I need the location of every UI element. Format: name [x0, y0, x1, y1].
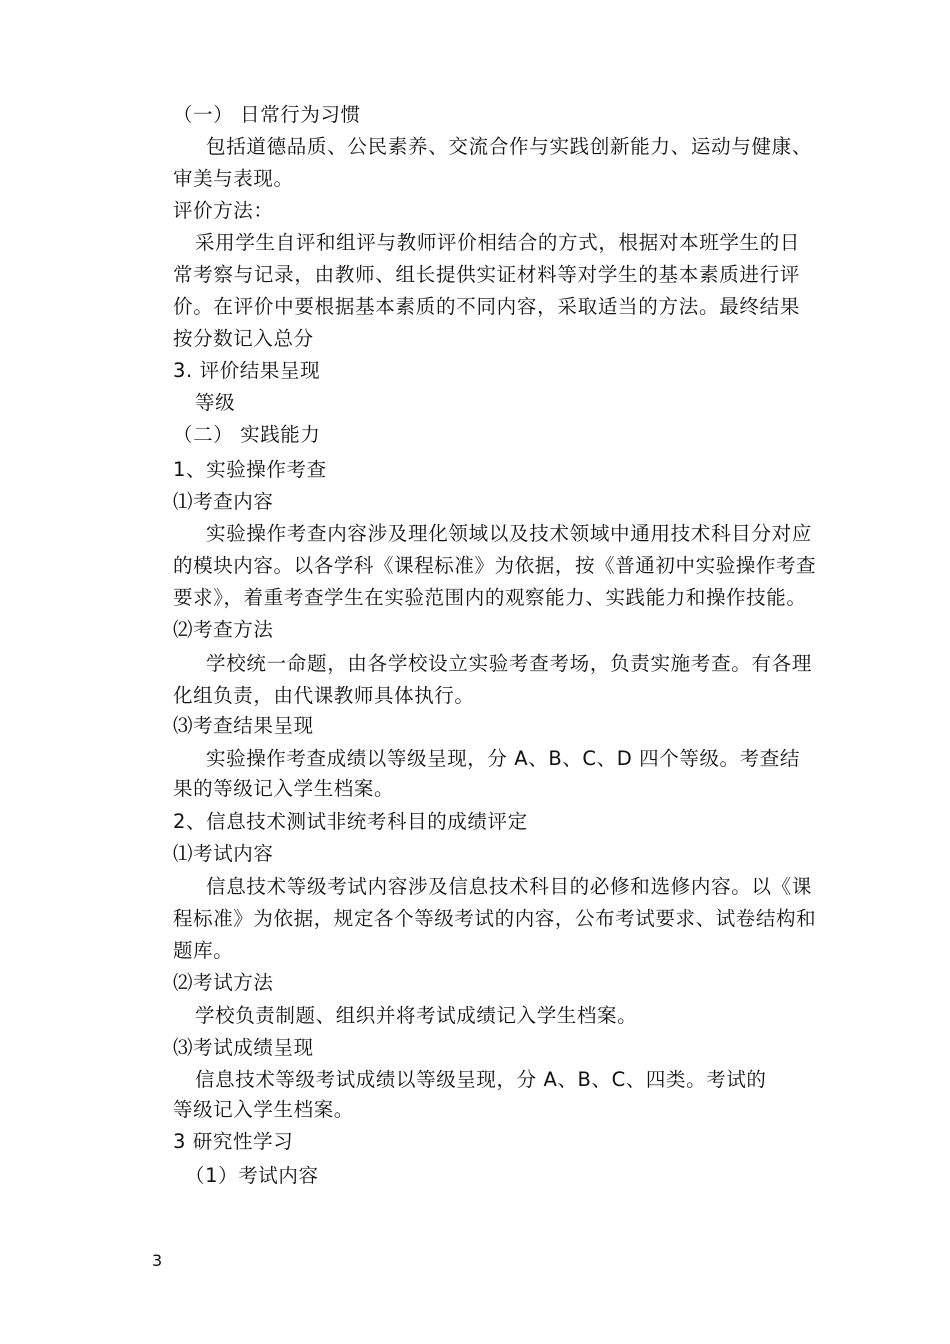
paragraph-line: 等级	[195, 391, 236, 414]
paragraph-line: 等级记入学生档案。	[173, 1098, 354, 1121]
paragraph-line: 实验操作考查成绩以等级呈现，分 A、B、C、D 四个等级。考查结	[206, 747, 800, 770]
subheading-test-content: ⑴考试内容	[173, 842, 274, 865]
paragraph-line: 实验操作考查内容涉及理化领域以及技术领域中通用技术科目分对应	[206, 522, 812, 545]
paragraph-line: 题库。	[173, 939, 234, 962]
paragraph-line: 信息技术等级考试成绩以等级呈现，分 A、B、C、四类。考试的	[195, 1068, 767, 1091]
paragraph-line: 程标准》为依据，规定各个等级考试的内容，公布考试要求、试卷结构和	[173, 907, 817, 930]
subheading-research-content: （1）考试内容	[185, 1164, 319, 1187]
paragraph-line: 价。在评价中要根据基本素质的不同内容，采取适当的方法。最终结果	[173, 295, 800, 318]
subheading-test-method: ⑵考试方法	[173, 971, 274, 994]
paragraph-line: 的模块内容。以各学科《课程标准》为依据，按《普通初中实验操作考查	[173, 554, 817, 577]
paragraph-line: 采用学生自评和组评与教师评价相结合的方式，根据对本班学生的日	[195, 231, 800, 254]
paragraph-line: 学校负责制题、组织并将考试成绩记入学生档案。	[195, 1004, 638, 1027]
paragraph-line: 信息技术等级考试内容涉及信息技术科目的必修和选修内容。以《课	[206, 875, 812, 898]
paragraph-line: 按分数记入总分	[173, 327, 314, 350]
heading-result-presentation: 3. 评价结果呈现	[173, 359, 321, 382]
paragraph-line: 要求》，着重考查学生在实验范围内的观察能力、实践能力和操作技能。	[173, 586, 807, 609]
paragraph-line: 包括道德品质、公民素养、交流合作与实践创新能力、运动与健康、	[206, 135, 812, 158]
heading-practical-ability: （二） 实践能力	[173, 423, 321, 446]
subheading-exam-result: ⑶考查结果呈现	[173, 714, 314, 737]
heading-experiment-exam: 1、实验操作考查	[173, 458, 327, 481]
heading-daily-habits: （一） 日常行为习惯	[173, 103, 361, 126]
page-number: 3	[152, 1251, 163, 1270]
subheading-test-result: ⑶考试成绩呈现	[173, 1036, 314, 1059]
subheading-exam-content: ⑴考查内容	[173, 490, 274, 513]
paragraph-line: 果的等级记入学生档案。	[173, 777, 395, 800]
paragraph-line: 审美与表现。	[173, 167, 294, 190]
paragraph-line: 常考察与记录，由教师、组长提供实证材料等对学生的基本素质进行评	[173, 263, 800, 286]
heading-it-assessment: 2、信息技术测试非统考科目的成绩评定	[173, 810, 528, 833]
subheading-exam-method: ⑵考查方法	[173, 618, 274, 641]
paragraph-line: 学校统一命题，由各学校设立实验考查考场，负责实施考查。有各理	[206, 652, 812, 675]
paragraph-line: 化组负责，由代课教师具体执行。	[173, 684, 475, 707]
label-evaluation-method: 评价方法：	[173, 199, 274, 222]
heading-research-learning: 3 研究性学习	[173, 1130, 294, 1153]
